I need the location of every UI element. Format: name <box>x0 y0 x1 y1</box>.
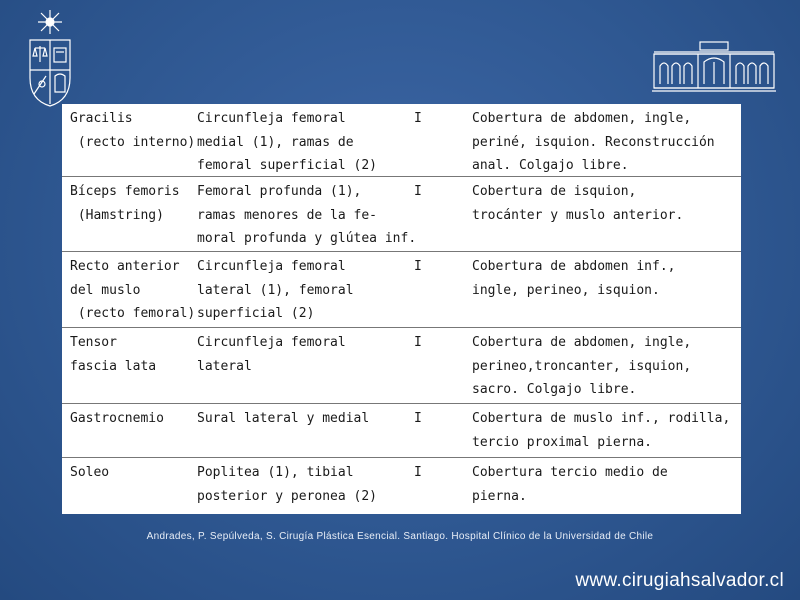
table-row <box>62 104 741 177</box>
muscle-cell: Soleo <box>70 465 110 480</box>
type-cell: I <box>414 111 422 126</box>
type-cell: I <box>414 335 422 350</box>
table-row <box>62 404 741 458</box>
type-cell: I <box>414 184 422 199</box>
use-cell: Cobertura de abdomen, ingle, perineo,troncanter, isquion, sacro. Colgajo libre. <box>472 335 692 397</box>
muscle-cell: Gastrocnemio <box>70 411 164 426</box>
artery-cell: Circunfleja femoral lateral (1), femoral superficial (2) <box>197 259 354 321</box>
artery-cell: Poplitea (1), tibial posterior y peronea (2) <box>197 465 378 504</box>
table-row <box>62 252 741 328</box>
muscle-cell: Tensor fascia lata <box>70 335 157 374</box>
type-cell: I <box>414 411 422 426</box>
use-cell: Cobertura de abdomen, ingle, periné, isquion. Reconstrucción anal. Colgajo libre. <box>472 111 715 173</box>
muscle-cell: Recto anterior del muslo (recto femoral) <box>70 259 196 321</box>
muscle-cell: Bíceps femoris (Hamstring) <box>70 184 180 223</box>
artery-cell: Circunfleja femoral medial (1), ramas de femoral superficial (2) <box>197 111 378 173</box>
table-row <box>62 177 741 252</box>
use-cell: Cobertura de isquion, trocánter y muslo anterior. <box>472 184 684 223</box>
type-cell: I <box>414 259 422 274</box>
use-cell: Cobertura tercio medio de pierna. <box>472 465 668 504</box>
artery-cell: Femoral profunda (1), ramas menores de la fe- moral profunda y glútea inf. <box>197 184 417 246</box>
artery-cell: Circunfleja femoral lateral <box>197 335 346 374</box>
use-cell: Cobertura de muslo inf., rodilla, tercio proximal pierna. <box>472 411 731 450</box>
artery-cell: Sural lateral y medial <box>197 411 370 426</box>
table-row <box>62 328 741 404</box>
hospital-building-logo <box>652 40 776 92</box>
type-cell: I <box>414 465 422 480</box>
use-cell: Cobertura de abdomen inf., ingle, perineo, isquion. <box>472 259 676 298</box>
flap-table <box>62 104 741 514</box>
table-row <box>62 458 741 514</box>
website-url: www.cirugiahsalvador.cl <box>575 570 784 591</box>
university-crest-logo <box>22 8 78 108</box>
muscle-cell: Gracilis (recto interno) <box>70 111 196 150</box>
source-caption: Andrades, P. Sepúlveda, S. Cirugía Plástica Esencial. Santiago. Hospital Clínico de la Universidad de Chile <box>146 531 654 542</box>
